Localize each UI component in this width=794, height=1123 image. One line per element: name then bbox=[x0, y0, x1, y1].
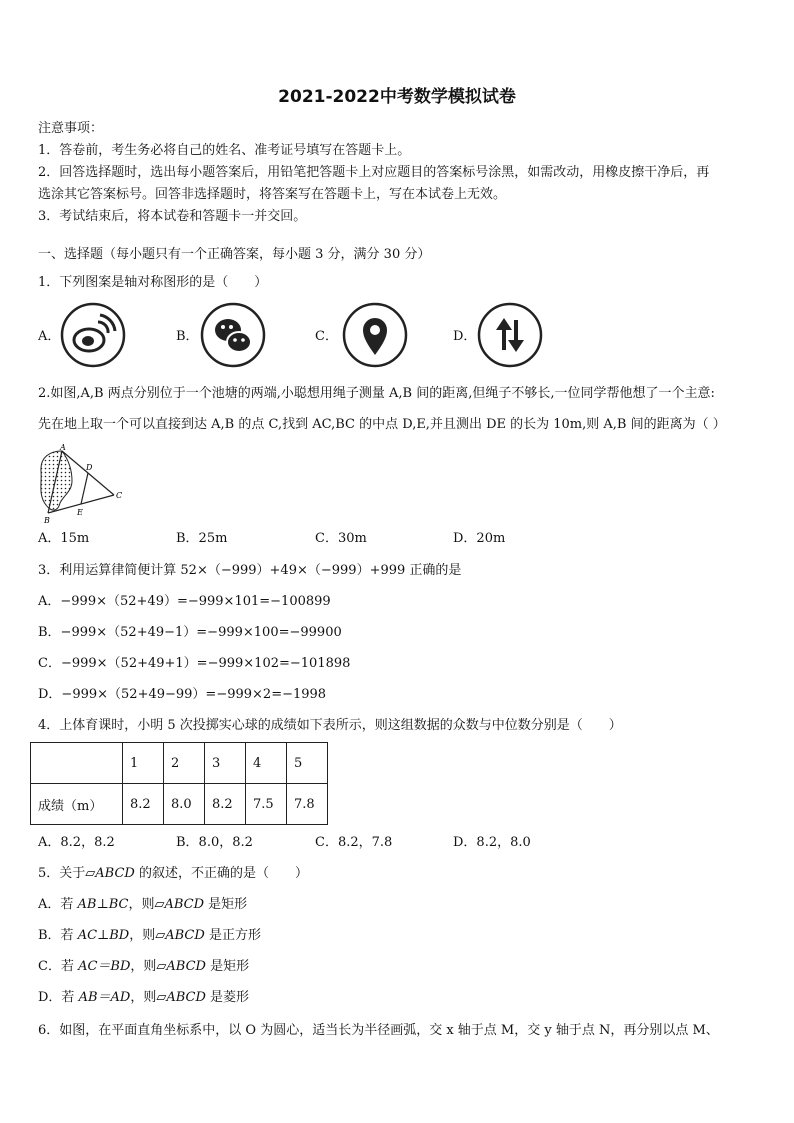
figure-label-b: B bbox=[44, 516, 50, 525]
q2-option-a: A．15m bbox=[38, 531, 90, 546]
figure-label-c: C bbox=[116, 491, 123, 500]
q5-option-b: B．若 AC⊥BD，则▱ABCD 是正方形 bbox=[38, 928, 261, 943]
q5-option-a: A．若 AB⊥BC，则▱ABCD 是矩形 bbox=[38, 897, 248, 912]
page-title: 2021-2022中考数学模拟试卷 bbox=[278, 87, 516, 107]
table-cell: 3 bbox=[205, 743, 246, 784]
table-cell: 7.8 bbox=[287, 784, 328, 825]
q5-option-c: C．若 AC＝BD，则▱ABCD 是矩形 bbox=[38, 959, 250, 974]
q5-stem: 5．关于▱ABCD 的叙述，不正确的是（ ） bbox=[38, 866, 308, 881]
notice-item-3: 3．考试结束后，将本试卷和答题卡一并交回。 bbox=[38, 209, 307, 224]
q2-figure bbox=[32, 443, 132, 525]
figure-label-a: A bbox=[60, 443, 66, 452]
table-cell: 8.0 bbox=[164, 784, 205, 825]
table-cell: 1 bbox=[123, 743, 164, 784]
notice-item-2-cont: 选涂其它答案标号。回答非选择题时，将答案写在答题卡上，写在本试卷上无效。 bbox=[38, 187, 507, 202]
q2-option-d: D．20m bbox=[453, 531, 506, 546]
q2-option-c: C．30m bbox=[315, 531, 367, 546]
q3-option-d: D．−999×（52+49−99）=−999×2=−1998 bbox=[38, 687, 327, 702]
q1-option-a-label: A． bbox=[38, 329, 61, 344]
up-down-arrows-icon bbox=[475, 300, 545, 370]
q3-stem: 3．利用运算律简便计算 52×（−999）+49×（−999）+999 正确的是 bbox=[38, 563, 462, 578]
q2-stem-line2: 先在地上取一个可以直接到达 A,B 的点 C,找到 AC,BC 的中点 D,E,并且测出 DE 的长为 10m,则 A,B 间的距离为（ ） bbox=[38, 417, 726, 432]
q4-option-c: C．8.2，7.8 bbox=[315, 835, 393, 850]
section-heading: 一、选择题（每小题只有一个正确答案，每小题 3 分，满分 30 分） bbox=[38, 247, 431, 262]
q4-stem: 4．上体育课时，小明 5 次投掷实心球的成绩如下表所示，则这组数据的众数与中位数分别是（ ） bbox=[38, 718, 622, 733]
notice-heading: 注意事项： bbox=[38, 121, 104, 136]
q4-option-d: D．8.2，8.0 bbox=[453, 835, 531, 850]
table-cell: 8.2 bbox=[205, 784, 246, 825]
table-cell: 2 bbox=[164, 743, 205, 784]
q5-option-d: D．若 AB＝AD，则▱ABCD 是菱形 bbox=[38, 990, 250, 1005]
table-row bbox=[31, 784, 328, 825]
figure-label-d: D bbox=[86, 463, 93, 472]
q4-option-a: A．8.2，8.2 bbox=[38, 835, 115, 850]
location-pin-icon bbox=[340, 300, 410, 370]
q1-option-c-label: C． bbox=[315, 329, 338, 344]
q4-score-table bbox=[30, 742, 328, 825]
table-cell: 8.2 bbox=[123, 784, 164, 825]
table-cell: 成绩（m） bbox=[31, 784, 123, 825]
table-cell: 7.5 bbox=[246, 784, 287, 825]
q6-stem: 6．如图，在平面直角坐标系中，以 O 为圆心，适当长为半径画弧，交 x 轴于点 M，交 y 轴于点 N，再分别以点 M、 bbox=[38, 1023, 719, 1038]
notice-item-2: 2．回答选择题时，选出每小题答案后，用铅笔把答题卡上对应题目的答案标号涂黑，如需改动，用橡皮擦干净后，再 bbox=[38, 165, 710, 180]
q4-option-b: B．8.0，8.2 bbox=[176, 835, 253, 850]
q1-option-b-label: B． bbox=[176, 329, 199, 344]
q2-option-b: B．25m bbox=[176, 531, 228, 546]
table-row bbox=[31, 743, 328, 784]
q1-stem: 1．下列图案是轴对称图形的是（ ） bbox=[38, 275, 268, 290]
wechat-icon bbox=[198, 300, 268, 370]
q3-option-a: A．−999×（52+49）=−999×101=−100899 bbox=[38, 594, 331, 609]
table-cell bbox=[31, 743, 123, 784]
figure-label-e: E bbox=[77, 508, 83, 517]
notice-item-1: 1．答卷前，考生务必将自己的姓名、准考证号填写在答题卡上。 bbox=[38, 143, 411, 158]
q2-stem-line1: 2.如图,A,B 两点分别位于一个池塘的两端,小聪想用绳子测量 A,B 间的距离,但绳子不够长,一位同学帮他想了一个主意: bbox=[38, 386, 715, 401]
q3-option-c: C．−999×（52+49+1）=−999×102=−101898 bbox=[38, 656, 351, 671]
q1-option-d-label: D． bbox=[453, 329, 477, 344]
q3-option-b: B．−999×（52+49−1）=−999×100=−99900 bbox=[38, 625, 342, 640]
table-cell: 4 bbox=[246, 743, 287, 784]
weibo-icon bbox=[58, 300, 128, 370]
table-cell: 5 bbox=[287, 743, 328, 784]
